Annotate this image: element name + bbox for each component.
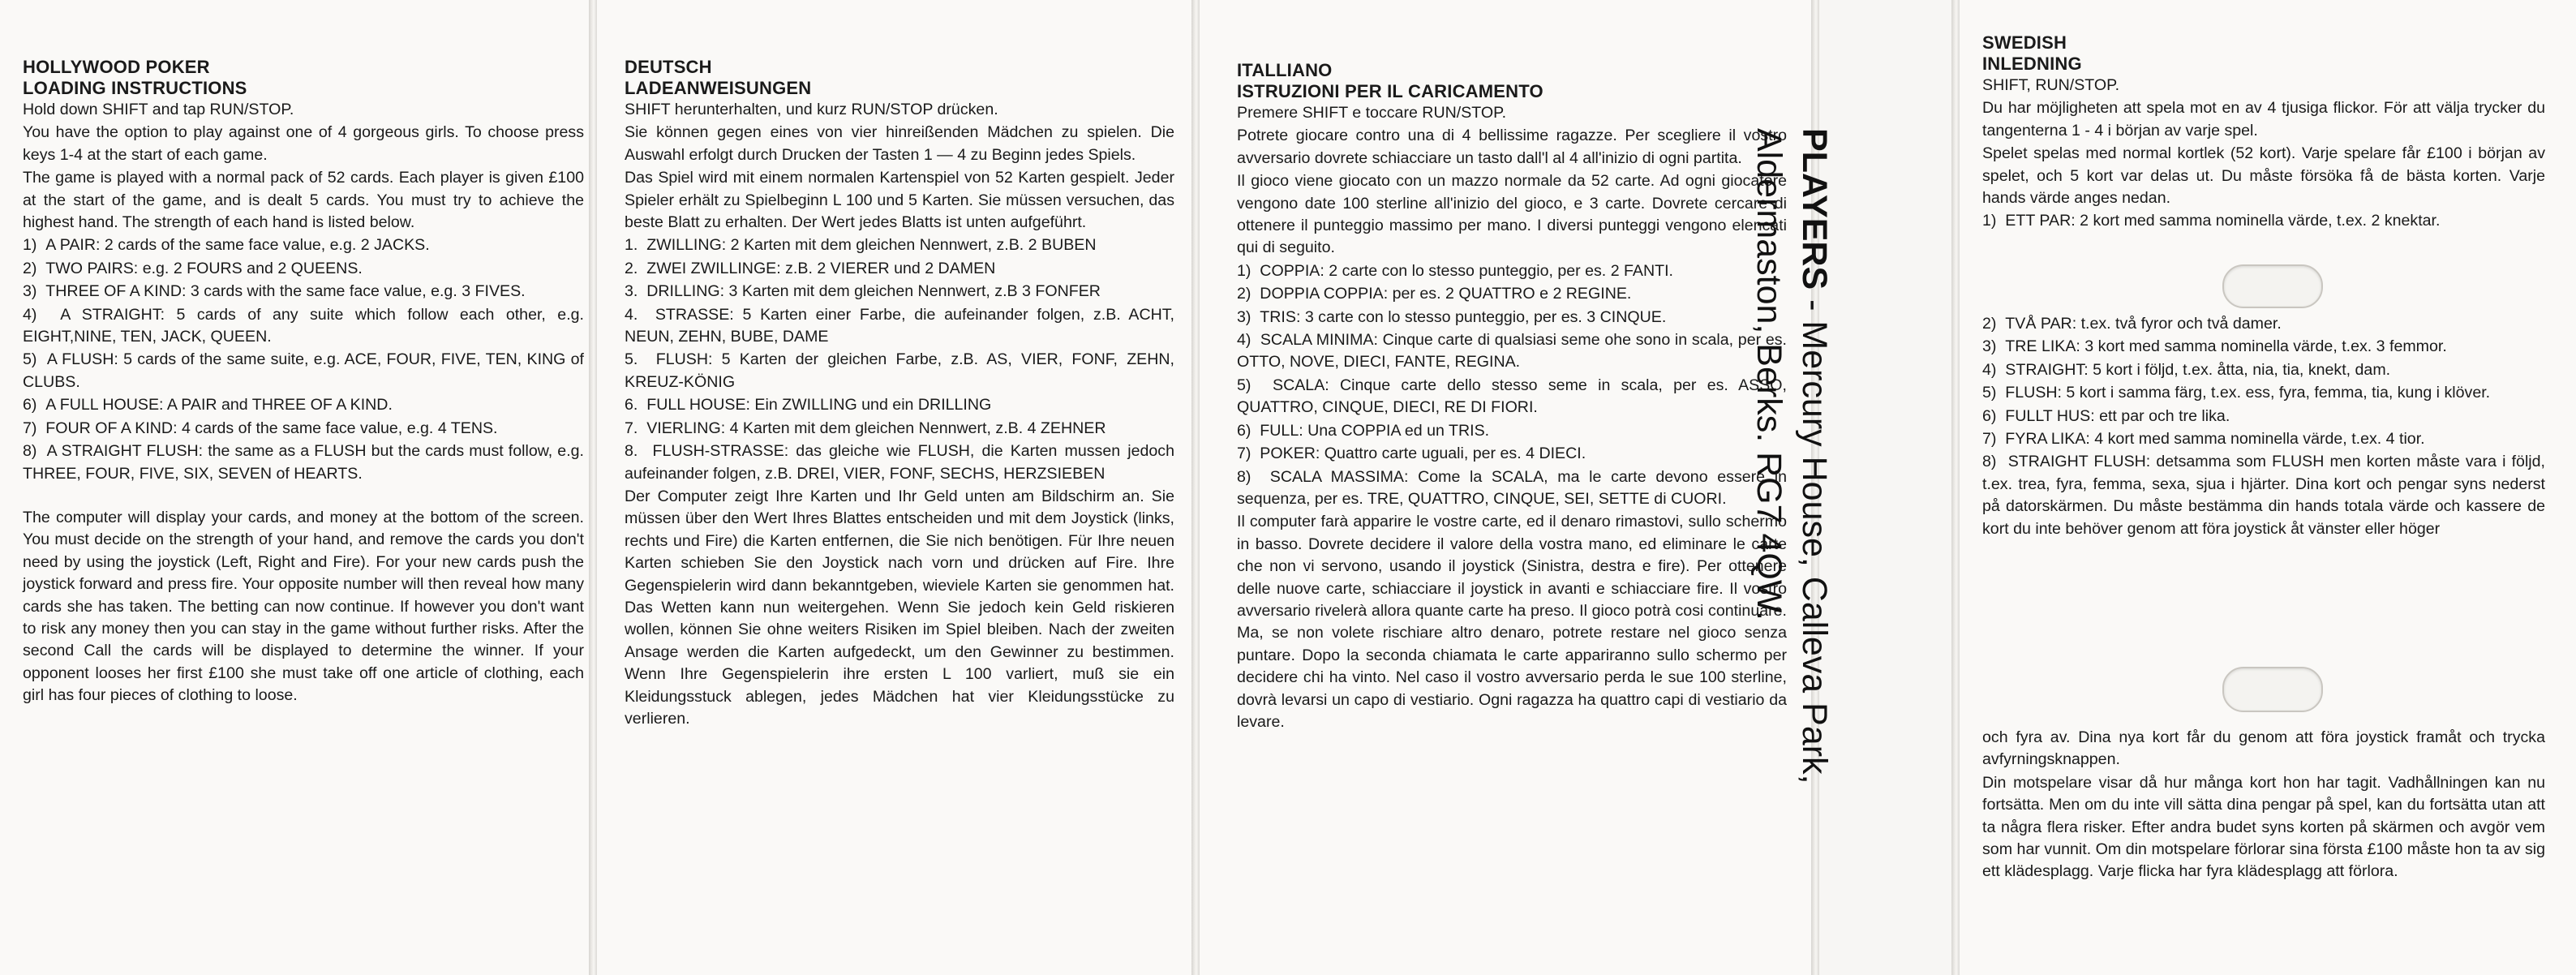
text-line: Din motspelare visar då hur många kort hon har tagit. Vadhållningen kan nu fortsätta. Men om du inte vill sätta dina pengar på spel, kan du fortsätta utan att ta några flera risker. Efter andra budet syns korten på skärmen och avgör vem som har vunnit. Om din motspelare förlorar sina första £100 måste hon ta av sig ett klädesplagg. Varje flicka har fyra klädesplagg att förlora. bbox=[1982, 773, 2545, 881]
panel-title: SWEDISH bbox=[1982, 32, 2067, 53]
list-item: 3) TRE LIKA: 3 kort med samma nominella värde, t.ex. 3 femmor. bbox=[1982, 337, 2447, 356]
list-item: 1) COPPIA: 2 carte con lo stesso punteggio, per es. 2 FANTI. bbox=[1237, 261, 1673, 280]
list-item: 5. FLUSH: 5 Karten der gleichen Farbe, z.B. AS, VIER, FONF, ZEHN, KREUZ-KÖNIG bbox=[625, 350, 1174, 391]
list-item: 8) SCALA MASSIMA: Come la SCALA, ma le carte devono essere in sequenza, per es. TRE, QUATTRO, CINQUE, SEI, SETTE di CUORI. bbox=[1237, 467, 1787, 508]
text-line: Der Computer zeigt Ihre Karten und Ihr Geld unten am Bildschirm an. Sie müssen über den Wert Ihres Blattes entscheiden und mit dem Joystick (links, rechts und Fire) die Karten entfernen, die Sie nich benötigen. Für Ihre neuen Karten schieben Sie den Joystick nach vorn und drücken auf Fire. Ihre Gegenspielerin wird dann bekanntgeben, wieviele Karten sie genommen hat. Das Wetten kann nun weitergehen. Wenn Sie jedoch kein Geld riskieren wollen, können Sie ohne weiters Risiken im Spiel bleiben. Nach der zweiten Ansage werden die Karten aufgedeckt, um den Gewinner zu bestimmen. Wenn Ihre Gegenspielerin ihre ersten L 100 varliert, muß sie ein Kleidungsstuck ablegen, jedes Mädchen hat vier Kleidungsstücke zu verlieren. bbox=[625, 487, 1174, 728]
list-item: 1) A PAIR: 2 cards of the same face value, e.g. 2 JACKS. bbox=[23, 236, 430, 255]
text-line: och fyra av. Dina nya kort får du genom att föra joystick framåt och trycka avfyrningsknappen. bbox=[1982, 728, 2545, 769]
text-line: Das Spiel wird mit einem normalen Kartenspiel von 52 Karten gespielt. Jeder Spieler erhält zu Spielbeginn L 100 und 5 Karten. Sie müssen versuchen, das beste Blatt zu erhalten. Der Wert jedes Blatts ist unten aufgeführt. bbox=[625, 169, 1174, 232]
text-line: SHIFT herunterhalten, und kurz RUN/STOP drücken. bbox=[625, 101, 998, 118]
list-item: 5) FLUSH: 5 kort i samma färg, t.ex. ess, fyra, femma, tia, kung i klöver. bbox=[1982, 384, 2491, 402]
text-line: Il gioco viene giocato con un mazzo normale da 52 carte. Ad ogni giocatore vengono date 100 sterline all'inizio del gioco, e 3 carte. Dovrete cercare di ottenere il punteggio massimo per mano. I diversi punteggi vengono elencati qui di seguito. bbox=[1237, 172, 1787, 257]
panel-subtitle: LADEANWEISUNGEN bbox=[625, 78, 812, 98]
text-line: Premere SHIFT e toccare RUN/STOP. bbox=[1237, 104, 1507, 122]
text-line: The computer will display your cards, and money at the bottom of the screen. You must decide on the strength of your hand, and remove the cards you don't need by using the joystick (Left, Right and Fire). For your new cards push the joystick forward and press fire. Your opposite number will then reveal how many cards she has taken. The betting can now continue. If however you don't want to risk any money then you can stay in the game without further risks. After the second Call the cards will be displayed to determine the winner. If your opponent looses her first £100 she must take off one article of clothing, each girl has four pieces of clothing to loose. bbox=[23, 508, 584, 705]
panel-title: ITALLIANO bbox=[1237, 60, 1333, 80]
list-item: 4) SCALA MINIMA: Cinque carte di qualsiasi seme ohe sono in scala, per es. OTTO, NOVE, DIECI, FANTE, REGINA. bbox=[1237, 331, 1787, 372]
address-street: - Mercury House, Calleva Park, bbox=[1795, 290, 1834, 784]
panel-swedish bbox=[1960, 0, 2576, 975]
list-item: 5) A FLUSH: 5 cards of the same suite, e.g. ACE, FOUR, FIVE, TEN, KING of CLUBS. bbox=[23, 350, 584, 391]
list-item: 8) A STRAIGHT FLUSH: the same as a FLUSH but the cards must follow, e.g. THREE, FOUR, FIVE, SIX, SEVEN of HEARTS. bbox=[23, 442, 584, 483]
fold-line bbox=[1191, 0, 1200, 975]
panel-title: DEUTSCH bbox=[625, 57, 712, 77]
panel-body bbox=[1982, 313, 2545, 540]
panel-english bbox=[0, 0, 590, 975]
tab-slot bbox=[2222, 264, 2323, 308]
list-item: 7) FYRA LIKA: 4 kort med samma nominella värde, t.ex. 4 tior. bbox=[1982, 430, 2425, 449]
list-item: 7) FOUR OF A KIND: 4 cards of the same face value, e.g. 4 TENS. bbox=[23, 419, 498, 437]
list-item: 6) FULL: Una COPPIA ed un TRIS. bbox=[1237, 421, 1490, 440]
list-item: 3. DRILLING: 3 Karten mit dem gleichen Nennwert, z.B 3 FONFER bbox=[625, 282, 1101, 301]
text-line: Du har möjligheten att spela mot en av 4 tjusiga flickor. För att välja trycker du tangenterna 1 - 4 i början av varje spel. bbox=[1982, 99, 2545, 140]
list-item: 4) A STRAIGHT: 5 cards of any suite which follow each other, e.g. EIGHT,NINE, TEN, JACK, QUEEN. bbox=[23, 305, 584, 346]
address-line-1 bbox=[1792, 128, 1837, 858]
panel-body bbox=[1237, 102, 1787, 733]
list-item: 1. ZWILLING: 2 Karten mit dem gleichen Nennwert, z.B. 2 BUBEN bbox=[625, 236, 1097, 255]
list-item: 2) DOPPIA COPPIA: per es. 2 QUATTRO e 2 REGINE. bbox=[1237, 285, 1632, 303]
fold-line bbox=[589, 0, 597, 975]
list-item: 4. STRASSE: 5 Karten einer Farbe, die aufeinander folgen, z.B. ACHT, NEUN, ZEHN, BUBE, DAME bbox=[625, 305, 1174, 346]
text-line: SHIFT, RUN/STOP. bbox=[1982, 76, 2120, 94]
address-line-2: Aldermaston, Berks. RG7 4QW. bbox=[1750, 128, 1788, 621]
fold-line bbox=[1951, 0, 1960, 975]
text-line: Sie können gegen eines von vier hinreißenden Mädchen zu spielen. Die Auswahl erfolgt durch Drucken der Tasten 1 — 4 zu Beginn jedes Spiels. bbox=[625, 123, 1174, 164]
panel-italian bbox=[1200, 0, 1813, 975]
panel-subtitle: LOADING INSTRUCTIONS bbox=[23, 78, 247, 98]
list-item: 6. FULL HOUSE: Ein ZWILLING und ein DRILLING bbox=[625, 396, 992, 414]
panel-german bbox=[597, 0, 1193, 975]
list-item: 8. FLUSH-STRASSE: das gleiche wie FLUSH, die Karten mussen jedoch aufeinander folgen, z.B. DREI, VIER, FONF, SECHS, HERZSIEBEN bbox=[625, 442, 1174, 483]
text-line: Spelet spelas med normal kortlek (52 kort). Varje spelare får £100 i början av spelet, och 5 kort var delas ut. Du måste försöka få de bästa korten. Varje hands värde anges nedan. bbox=[1982, 144, 2545, 208]
list-item: 3) THREE OF A KIND: 3 cards with the same face value, e.g. 3 FIVES. bbox=[23, 282, 526, 301]
text-line: Il computer farà apparire le vostre carte, ed il denaro rimastovi, sullo schermo in basso. Dovrete decidere il valore della vostra mano, ed eliminare le carte che non vi servono, usando il joystick (Sinistra, destra e fire). Per ottenere delle nuove carte, schiacciare il joystick in avanti e schiacciare fire. Il vostro avversario rivelerà allora quante carte ha preso. Il gioco potrà cosi continuare. Ma, se non volete rischiare altro denaro, potrete restare nel gioco senza puntare. Dopo la seconda chiamata le carte appariranno sullo schermo per decidere chi ha vinto. Nel caso il vostro avversario perda le sue 100 sterline, dovrà levarsi un capo di vestiario. Ogni ragazza ha quattro capi di vestiario da levare. bbox=[1237, 513, 1787, 731]
panel-body bbox=[1982, 75, 2545, 233]
list-item: 4) STRAIGHT: 5 kort i följd, t.ex. åtta, nia, tia, knekt, dam. bbox=[1982, 360, 2391, 379]
list-item: 2) TWO PAIRS: e.g. 2 FOURS and 2 QUEENS. bbox=[23, 259, 363, 277]
text-line: You have the option to play against one of 4 gorgeous girls. To choose press keys 1-4 at the start of each game. bbox=[23, 123, 584, 164]
list-item: 6) FULLT HUS: ett par och tre lika. bbox=[1982, 406, 2230, 425]
list-item: 2) TVÅ PAR: t.ex. två fyror och två damer. bbox=[1982, 315, 2282, 333]
tab-slot bbox=[2222, 667, 2323, 712]
publisher-name: PLAYERS bbox=[1795, 128, 1834, 290]
list-item: 5) SCALA: Cinque carte dello stesso seme in scala, per es. ASSO, QUATTRO, CINQUE, DIECI, RE DI FIORI. bbox=[1237, 376, 1787, 417]
panel-body bbox=[23, 99, 584, 707]
panel-address-spine bbox=[1819, 0, 1951, 975]
list-item: 7. VIERLING: 4 Karten mit dem gleichen Nennwert, z.B. 4 ZEHNER bbox=[625, 419, 1106, 437]
panel-subtitle: INLEDNING bbox=[1982, 54, 2082, 74]
panel-body bbox=[625, 99, 1174, 730]
list-item: 6) A FULL HOUSE: A PAIR and THREE OF A KIND. bbox=[23, 396, 393, 414]
list-item: 3) TRIS: 3 carte con lo stesso punteggio, per es. 3 CINQUE. bbox=[1237, 307, 1667, 326]
text-line: The game is played with a normal pack of 52 cards. Each player is given £100 at the start of the game, and is dealt 5 cards. You must try to achieve the highest hand. The strength of each hand is listed below. bbox=[23, 169, 584, 232]
list-item: 1) ETT PAR: 2 kort med samma nominella värde, t.ex. 2 knektar. bbox=[1982, 212, 2441, 230]
text-line: Potrete giocare contro una di 4 bellissime ragazze. Per scegliere il vostro avversario dovrete schiacciare un tasto dall'l al 4 all'inizio di ogni partita. bbox=[1237, 127, 1787, 167]
text-line: Hold down SHIFT and tap RUN/STOP. bbox=[23, 101, 294, 118]
panel-body bbox=[1982, 727, 2545, 883]
publisher-address bbox=[1746, 128, 1837, 858]
panel-title: HOLLYWOOD POKER bbox=[23, 57, 210, 77]
list-item: 8) STRAIGHT FLUSH: detsamma som FLUSH men korten måste vara i följd, t.ex. trea, fyra, femma, sexa, sjua i hjärter. Dina kort och pengar syns nederst på datorskärmen. Du måste bestämma din hands totala värde och kassere de kort du inte behöver genom att föra joystick åt vänster eller höger bbox=[1982, 453, 2545, 538]
panel-subtitle: ISTRUZIONI PER IL CARICAMENTO bbox=[1237, 81, 1543, 101]
list-item: 2. ZWEI ZWILLINGE: z.B. 2 VIERER und 2 DAMEN bbox=[625, 259, 996, 277]
list-item: 7) POKER: Quattro carte uguali, per es. 4 DIECI. bbox=[1237, 445, 1586, 463]
